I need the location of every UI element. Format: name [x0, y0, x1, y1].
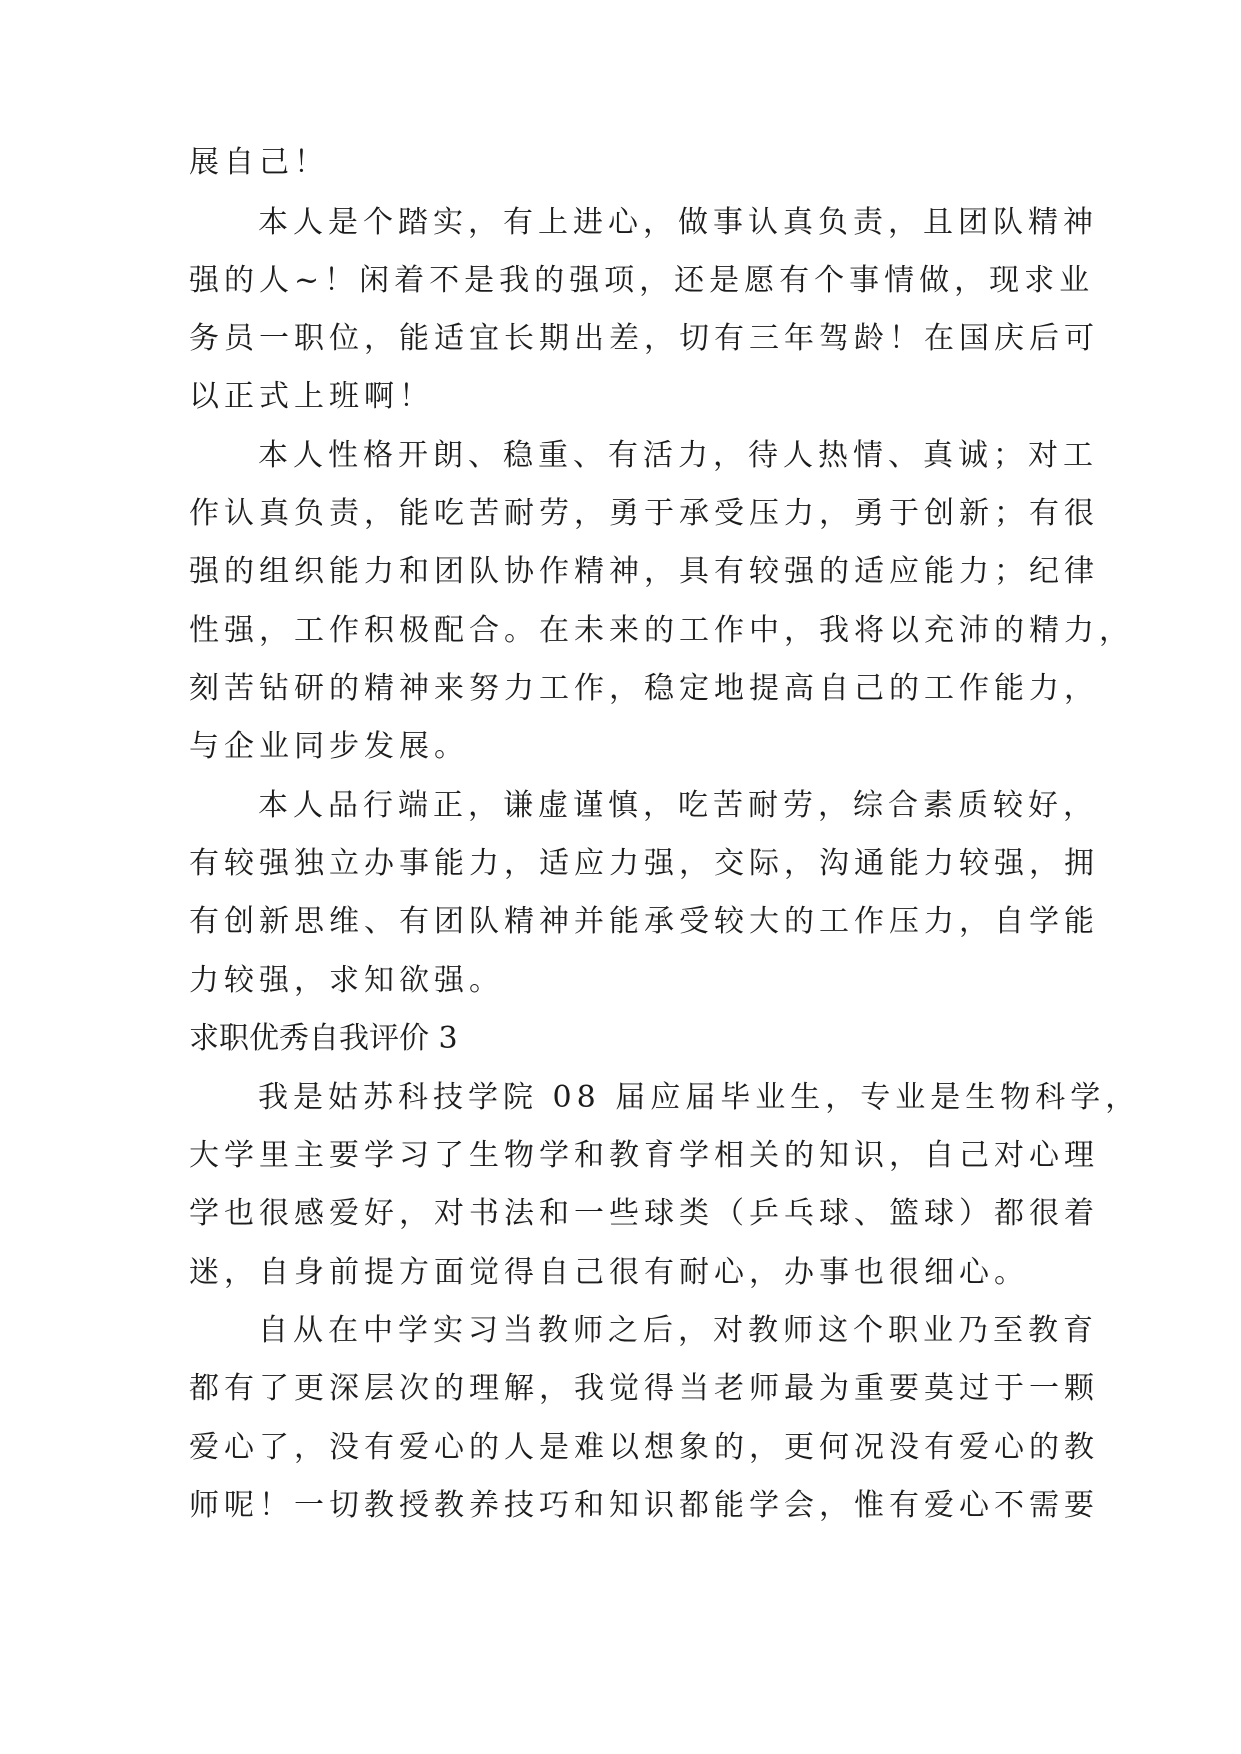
paragraph-first-line: 我是姑苏科技学院 08 届应届毕业生，专业是生物科学，	[258, 1080, 1141, 1115]
text-line: 有较强独立办事能力，适应力强，交际，沟通能力较强，拥	[189, 846, 1099, 881]
text-line: 务员一职位，能适宜长期出差，切有三年驾龄！在国庆后可	[189, 321, 1099, 356]
text-line: 师呢！一切教授教养技巧和知识都能学会，惟有爱心不需要	[189, 1488, 1099, 1523]
section-heading: 求职优秀自我评价 3	[189, 1021, 458, 1056]
text-line: 爱心了，没有爱心的人是难以想象的，更何况没有爱心的教	[189, 1430, 1099, 1465]
text-line: 与企业同步发展。	[189, 729, 469, 764]
text-line: 以正式上班啊！	[189, 379, 434, 414]
paragraph-first-line: 自从在中学实习当教师之后，对教师这个职业乃至教育	[258, 1313, 1098, 1348]
text-line: 力较强，求知欲强。	[189, 963, 504, 998]
text-line: 都有了更深层次的理解，我觉得当老师最为重要莫过于一颗	[189, 1371, 1099, 1406]
text-line: 作认真负责，能吃苦耐劳，勇于承受压力，勇于创新；有很	[189, 496, 1099, 531]
text-line: 学也很感爱好，对书法和一些球类（乒乓球、篮球）都很着	[189, 1196, 1099, 1231]
text-line: 有创新思维、有团队精神并能承受较大的工作压力，自学能	[189, 904, 1099, 939]
paragraph-first-line: 本人性格开朗、稳重、有活力，待人热情、真诚；对工	[258, 438, 1098, 473]
text-line: 刻苦钻研的精神来努力工作，稳定地提高自己的工作能力，	[189, 671, 1099, 706]
paragraph-first-line: 本人是个踏实，有上进心，做事认真负责，且团队精神	[258, 205, 1098, 240]
text-line: 展自己！	[189, 145, 329, 180]
paragraph-first-line: 本人品行端正，谦虚谨慎，吃苦耐劳，综合素质较好，	[258, 788, 1098, 823]
text-line: 性强，工作积极配合。在未来的工作中，我将以充沛的精力，	[189, 613, 1134, 648]
text-line: 强的人~！闲着不是我的强项，还是愿有个事情做，现求业	[189, 263, 1095, 298]
text-line: 强的组织能力和团队协作精神，具有较强的适应能力；纪律	[189, 554, 1099, 589]
text-line: 大学里主要学习了生物学和教育学相关的知识，自己对心理	[189, 1138, 1099, 1173]
text-line: 迷，自身前提方面觉得自己很有耐心，办事也很细心。	[189, 1255, 1029, 1290]
